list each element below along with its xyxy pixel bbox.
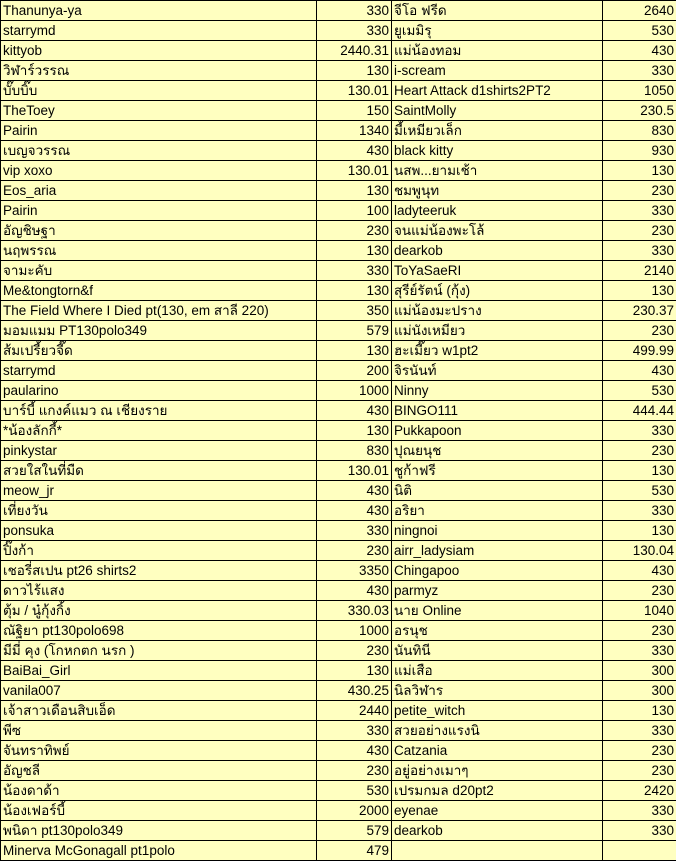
right-amount-cell[interactable]: 1040 xyxy=(603,601,676,621)
right-amount-cell[interactable]: 130 xyxy=(603,161,676,181)
left-name-cell[interactable]: น้องดาด้า xyxy=(1,781,317,801)
table-row xyxy=(1,121,676,141)
left-amount-cell[interactable]: 1000 xyxy=(317,621,392,641)
right-amount-cell[interactable]: 230.5 xyxy=(603,101,676,121)
right-name-cell[interactable]: Ninny xyxy=(392,381,603,401)
left-amount-cell[interactable]: 3350 xyxy=(317,561,392,581)
right-name-cell[interactable]: SaintMolly xyxy=(392,101,603,121)
right-name-cell[interactable]: black kitty xyxy=(392,141,603,161)
left-amount-cell[interactable]: 130 xyxy=(317,281,392,301)
right-name-cell[interactable]: ToYaSaeRI xyxy=(392,261,603,281)
right-name-cell[interactable]: ยูเมมิรุ xyxy=(392,21,603,41)
right-amount-cell[interactable]: 499.99 xyxy=(603,341,676,361)
right-amount-cell[interactable]: 300 xyxy=(603,681,676,701)
right-amount-cell[interactable]: 330 xyxy=(603,641,676,661)
right-amount-cell[interactable]: 330 xyxy=(603,821,676,841)
left-name-cell[interactable]: บั๊บบิ๊บ xyxy=(1,81,317,101)
left-amount-cell[interactable]: 130 xyxy=(317,661,392,681)
left-amount-cell[interactable]: 430 xyxy=(317,741,392,761)
right-amount-cell[interactable]: 230 xyxy=(603,761,676,781)
right-name-cell[interactable]: แม่น้องมะปราง xyxy=(392,301,603,321)
right-name-cell[interactable]: อรนุช xyxy=(392,621,603,641)
left-name-cell[interactable]: ponsuka xyxy=(1,521,317,541)
right-amount-cell[interactable]: 430 xyxy=(603,361,676,381)
left-name-cell[interactable]: พีซ xyxy=(1,721,317,741)
left-amount-cell[interactable]: 530 xyxy=(317,781,392,801)
right-name-cell[interactable]: จนแม่น้องพะโล้ xyxy=(392,221,603,241)
left-name-cell[interactable]: The Field Where I Died pt(130, em สาลี 220) xyxy=(1,301,317,321)
table-row xyxy=(1,181,676,201)
left-amount-cell[interactable]: 230 xyxy=(317,221,392,241)
right-name-cell[interactable]: petite_witch xyxy=(392,701,603,721)
table-row xyxy=(1,541,676,561)
left-amount-cell[interactable]: 230 xyxy=(317,541,392,561)
left-name-cell[interactable]: starrymd xyxy=(1,21,317,41)
table-row xyxy=(1,421,676,441)
right-amount-cell[interactable]: 530 xyxy=(603,21,676,41)
table-row xyxy=(1,441,676,461)
left-name-cell[interactable]: จันทราทิพย์ xyxy=(1,741,317,761)
left-name-cell[interactable]: ส้มเปรี้ยวจี๊ด xyxy=(1,341,317,361)
left-name-cell[interactable]: pinkystar xyxy=(1,441,317,461)
left-name-cell[interactable]: อัญชลี xyxy=(1,761,317,781)
left-name-cell[interactable]: starrymd xyxy=(1,361,317,381)
left-amount-cell[interactable]: 1000 xyxy=(317,381,392,401)
right-amount-cell[interactable]: 1050 xyxy=(603,81,676,101)
right-name-cell[interactable]: สวยอย่างแรงนิ xyxy=(392,721,603,741)
left-name-cell[interactable]: TheToey xyxy=(1,101,317,121)
right-name-cell[interactable]: ฮะเมี๊ยว w1pt2 xyxy=(392,341,603,361)
right-amount-cell[interactable]: 430 xyxy=(603,561,676,581)
right-name-cell[interactable]: นิติ xyxy=(392,481,603,501)
left-amount-cell[interactable]: 230 xyxy=(317,761,392,781)
left-amount-cell[interactable]: 130 xyxy=(317,61,392,81)
right-name-cell[interactable]: เปรมกมล d20pt2 xyxy=(392,781,603,801)
left-name-cell[interactable]: Eos_aria xyxy=(1,181,317,201)
right-amount-cell[interactable]: 130 xyxy=(603,461,676,481)
left-name-cell[interactable]: สวยใสในที่มืด xyxy=(1,461,317,481)
table-row xyxy=(1,41,676,61)
left-name-cell[interactable]: เจ้าสาวเดือนสิบเอ็ด xyxy=(1,701,317,721)
left-amount-cell[interactable]: 130 xyxy=(317,241,392,261)
table-row xyxy=(1,341,676,361)
left-name-cell[interactable]: เชอรี่สเปน pt26 shirts2 xyxy=(1,561,317,581)
right-name-cell[interactable]: แม่นังเหมียว xyxy=(392,321,603,341)
left-name-cell[interactable]: paularino xyxy=(1,381,317,401)
right-amount-cell[interactable]: 2420 xyxy=(603,781,676,801)
right-amount-cell[interactable]: 2640 xyxy=(603,1,676,21)
right-amount-cell[interactable]: 330 xyxy=(603,501,676,521)
left-name-cell[interactable]: BaiBai_Girl xyxy=(1,661,317,681)
left-amount-cell[interactable]: 100 xyxy=(317,201,392,221)
left-name-cell[interactable]: ตุ้ม / นู๋กุ้งกิ้ง xyxy=(1,601,317,621)
left-amount-cell[interactable]: 430 xyxy=(317,401,392,421)
table-row xyxy=(1,401,676,421)
left-amount-cell[interactable]: 150 xyxy=(317,101,392,121)
left-name-cell[interactable]: ดาวไร้แสง xyxy=(1,581,317,601)
left-amount-cell[interactable]: 430 xyxy=(317,141,392,161)
left-amount-cell[interactable]: 130 xyxy=(317,181,392,201)
right-name-cell[interactable]: ningnoi xyxy=(392,521,603,541)
left-amount-cell[interactable]: 130.01 xyxy=(317,161,392,181)
left-name-cell[interactable]: น้องเฟอร์บี้ xyxy=(1,801,317,821)
left-amount-cell[interactable]: 350 xyxy=(317,301,392,321)
right-name-cell[interactable]: นันทินี xyxy=(392,641,603,661)
left-name-cell[interactable]: kittyob xyxy=(1,41,317,61)
table-row xyxy=(1,741,676,761)
table-row xyxy=(1,821,676,841)
right-name-cell[interactable]: i-scream xyxy=(392,61,603,81)
table-row xyxy=(1,661,676,681)
right-amount-cell[interactable]: 230 xyxy=(603,181,676,201)
left-amount-cell[interactable]: 330.03 xyxy=(317,601,392,621)
table-row xyxy=(1,761,676,781)
table-row xyxy=(1,161,676,181)
right-amount-cell[interactable]: 830 xyxy=(603,121,676,141)
right-name-cell[interactable]: Catzania xyxy=(392,741,603,761)
left-amount-cell[interactable]: 130.01 xyxy=(317,81,392,101)
right-name-cell[interactable]: Pukkapoon xyxy=(392,421,603,441)
left-name-cell[interactable]: อัญชิษฐา xyxy=(1,221,317,241)
right-name-cell[interactable]: อยู่อย่างเมาๆ xyxy=(392,761,603,781)
left-name-cell[interactable]: Thanunya-ya xyxy=(1,1,317,21)
left-name-cell[interactable]: *น้องลักกี้* xyxy=(1,421,317,441)
left-amount-cell[interactable]: 430.25 xyxy=(317,681,392,701)
right-name-cell[interactable]: อริยา xyxy=(392,501,603,521)
table-row xyxy=(1,721,676,741)
right-amount-cell[interactable]: 2140 xyxy=(603,261,676,281)
right-name-cell[interactable]: ชมพูนุท xyxy=(392,181,603,201)
right-amount-cell[interactable]: 230 xyxy=(603,621,676,641)
right-amount-cell[interactable]: 330 xyxy=(603,201,676,221)
table-row xyxy=(1,241,676,261)
table-row xyxy=(1,321,676,341)
right-amount-cell[interactable]: 330 xyxy=(603,421,676,441)
left-amount-cell[interactable]: 479 xyxy=(317,841,392,861)
spreadsheet-body xyxy=(1,1,676,861)
right-name-cell[interactable]: Chingapoo xyxy=(392,561,603,581)
left-amount-cell[interactable]: 579 xyxy=(317,321,392,341)
right-name-cell[interactable]: BINGO111 xyxy=(392,401,603,421)
left-amount-cell[interactable]: 130.01 xyxy=(317,461,392,481)
right-name-cell[interactable] xyxy=(392,841,603,861)
right-amount-cell[interactable]: 130 xyxy=(603,701,676,721)
left-amount-cell[interactable]: 430 xyxy=(317,481,392,501)
left-amount-cell[interactable]: 830 xyxy=(317,441,392,461)
table-row xyxy=(1,201,676,221)
table-row xyxy=(1,221,676,241)
left-name-cell[interactable]: Me&tongtorn&f xyxy=(1,281,317,301)
left-name-cell[interactable]: เที่ยงวัน xyxy=(1,501,317,521)
left-name-cell[interactable]: Pairin xyxy=(1,121,317,141)
right-amount-cell[interactable]: 330 xyxy=(603,61,676,81)
table-row xyxy=(1,61,676,81)
table-row xyxy=(1,501,676,521)
left-name-cell[interactable]: พนิดา pt130polo349 xyxy=(1,821,317,841)
left-amount-cell[interactable]: 330 xyxy=(317,261,392,281)
left-name-cell[interactable]: ณัฐิยา pt130polo698 xyxy=(1,621,317,641)
right-name-cell[interactable]: นสพ...ยามเช้า xyxy=(392,161,603,181)
right-name-cell[interactable]: parmyz xyxy=(392,581,603,601)
right-name-cell[interactable]: สุรีย์รัตน์ (กุ้ง) xyxy=(392,281,603,301)
left-amount-cell[interactable]: 130 xyxy=(317,341,392,361)
right-amount-cell[interactable]: 330 xyxy=(603,721,676,741)
table-row xyxy=(1,561,676,581)
right-amount-cell[interactable]: 230.37 xyxy=(603,301,676,321)
table-row xyxy=(1,141,676,161)
left-name-cell[interactable]: นฤพรรณ xyxy=(1,241,317,261)
left-name-cell[interactable]: meow_jr xyxy=(1,481,317,501)
right-amount-cell[interactable]: 230 xyxy=(603,741,676,761)
right-name-cell[interactable]: dearkob xyxy=(392,821,603,841)
right-name-cell[interactable]: ชูก้าฟรี xyxy=(392,461,603,481)
left-amount-cell[interactable]: 1340 xyxy=(317,121,392,141)
right-name-cell[interactable]: แม่เสือ xyxy=(392,661,603,681)
table-row xyxy=(1,101,676,121)
left-name-cell[interactable]: เบญจวรรณ xyxy=(1,141,317,161)
left-amount-cell[interactable]: 330 xyxy=(317,721,392,741)
left-amount-cell[interactable]: 330 xyxy=(317,521,392,541)
left-amount-cell[interactable]: 2440 xyxy=(317,701,392,721)
right-amount-cell[interactable]: 230 xyxy=(603,581,676,601)
left-amount-cell[interactable]: 330 xyxy=(317,21,392,41)
right-amount-cell[interactable]: 130.04 xyxy=(603,541,676,561)
right-amount-cell[interactable]: 330 xyxy=(603,801,676,821)
table-row xyxy=(1,641,676,661)
right-amount-cell[interactable]: 530 xyxy=(603,381,676,401)
right-name-cell[interactable]: จิรนันท์ xyxy=(392,361,603,381)
right-amount-cell[interactable]: 130 xyxy=(603,281,676,301)
right-amount-cell[interactable]: 230 xyxy=(603,321,676,341)
left-amount-cell[interactable]: 200 xyxy=(317,361,392,381)
right-name-cell[interactable]: ladyteeruk xyxy=(392,201,603,221)
table-row xyxy=(1,781,676,801)
table-row xyxy=(1,621,676,641)
table-row xyxy=(1,21,676,41)
table-row xyxy=(1,461,676,481)
table-row xyxy=(1,81,676,101)
right-amount-cell[interactable]: 430 xyxy=(603,41,676,61)
left-amount-cell[interactable]: 579 xyxy=(317,821,392,841)
left-name-cell[interactable]: Minerva McGonagall pt1polo xyxy=(1,841,317,861)
right-name-cell[interactable]: นิลวิฬาร xyxy=(392,681,603,701)
right-amount-cell[interactable]: 444.44 xyxy=(603,401,676,421)
right-name-cell[interactable]: dearkob xyxy=(392,241,603,261)
left-name-cell[interactable]: vanila007 xyxy=(1,681,317,701)
right-amount-cell[interactable]: 930 xyxy=(603,141,676,161)
table-row xyxy=(1,381,676,401)
right-amount-cell[interactable]: 230 xyxy=(603,441,676,461)
right-name-cell[interactable]: จีโอ ฟรีด xyxy=(392,1,603,21)
left-amount-cell[interactable]: 430 xyxy=(317,581,392,601)
table-row xyxy=(1,841,676,861)
table-row xyxy=(1,1,676,21)
table-row xyxy=(1,801,676,821)
left-amount-cell[interactable]: 2440.31 xyxy=(317,41,392,61)
right-name-cell[interactable]: airr_ladysiam xyxy=(392,541,603,561)
right-name-cell[interactable]: ปุณยนุช xyxy=(392,441,603,461)
right-amount-cell[interactable]: 130 xyxy=(603,521,676,541)
right-name-cell[interactable]: มี้เหมียวเล็ก xyxy=(392,121,603,141)
table-row xyxy=(1,301,676,321)
right-amount-cell[interactable]: 230 xyxy=(603,221,676,241)
right-name-cell[interactable]: แม่น้องทอม xyxy=(392,41,603,61)
left-amount-cell[interactable]: 330 xyxy=(317,1,392,21)
table-row xyxy=(1,481,676,501)
right-name-cell[interactable]: Heart Attack d1shirts2PT2 xyxy=(392,81,603,101)
left-amount-cell[interactable]: 430 xyxy=(317,501,392,521)
left-name-cell[interactable]: Pairin xyxy=(1,201,317,221)
right-amount-cell[interactable]: 530 xyxy=(603,481,676,501)
left-name-cell[interactable]: จามะคับ xyxy=(1,261,317,281)
left-name-cell[interactable]: มอมแมม PT130polo349 xyxy=(1,321,317,341)
table-row xyxy=(1,601,676,621)
right-amount-cell[interactable]: 330 xyxy=(603,241,676,261)
table-row xyxy=(1,701,676,721)
left-amount-cell[interactable]: 130 xyxy=(317,421,392,441)
table-row xyxy=(1,261,676,281)
table-row xyxy=(1,521,676,541)
left-amount-cell[interactable]: 2000 xyxy=(317,801,392,821)
left-name-cell[interactable]: วิฬาร์วรรณ xyxy=(1,61,317,81)
right-amount-cell[interactable]: 300 xyxy=(603,661,676,681)
right-amount-cell[interactable] xyxy=(603,841,676,861)
table-row xyxy=(1,281,676,301)
table-row xyxy=(1,361,676,381)
right-name-cell[interactable]: eyenae xyxy=(392,801,603,821)
left-name-cell[interactable]: มีมี่ คุง (โกหกตก นรก ) xyxy=(1,641,317,661)
right-name-cell[interactable]: นาย Online xyxy=(392,601,603,621)
left-amount-cell[interactable]: 230 xyxy=(317,641,392,661)
left-name-cell[interactable]: vip xoxo xyxy=(1,161,317,181)
left-name-cell[interactable]: ปิ๊งก้า xyxy=(1,541,317,561)
left-name-cell[interactable]: บาร์บี้ แกงค์แมว ณ เชียงราย xyxy=(1,401,317,421)
table-row xyxy=(1,581,676,601)
table-row xyxy=(1,681,676,701)
